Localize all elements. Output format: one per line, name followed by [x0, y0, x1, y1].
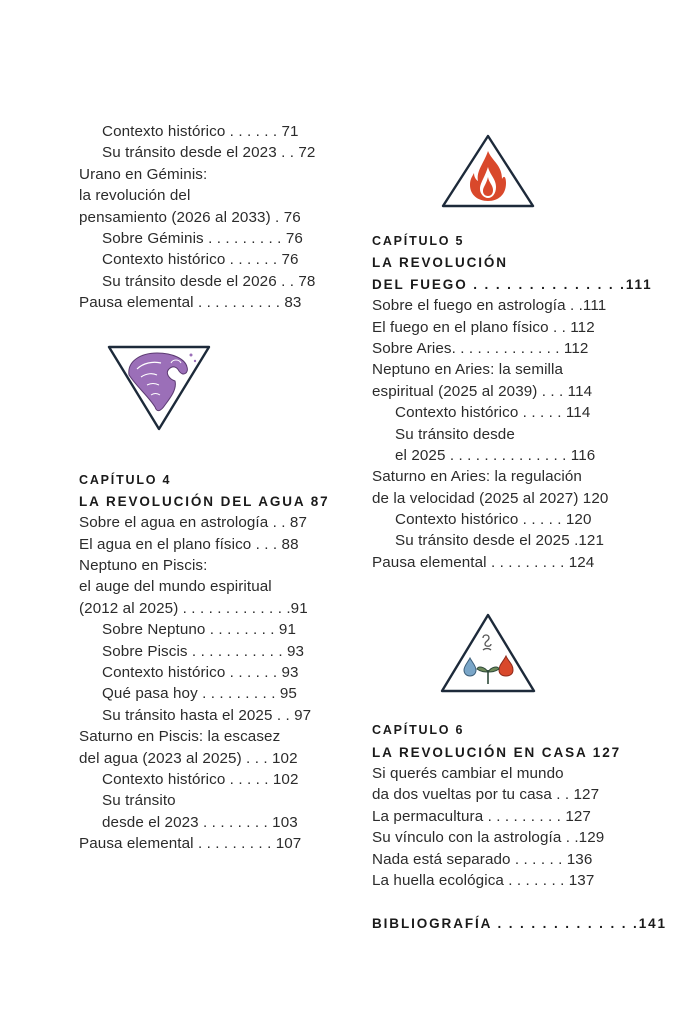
chapter5-title-line1[interactable]: LA REVOLUCIÓN	[372, 255, 508, 271]
toc-entry[interactable]: Sobre Piscis . . . . . . . . . . . 93	[102, 642, 305, 660]
toc-entry[interactable]: Contexto histórico . . . . . . 76	[102, 251, 299, 269]
toc-entry[interactable]: el 2025 . . . . . . . . . . . . . . 116	[395, 446, 596, 464]
toc-entry[interactable]: Sobre Aries. . . . . . . . . . . . . 112	[372, 339, 589, 357]
elements-sprout-triangle-icon	[439, 612, 537, 694]
toc-entry[interactable]: la revolución del	[79, 187, 191, 205]
toc-entry[interactable]: Pausa elemental . . . . . . . . . 107	[79, 835, 302, 853]
toc-entry[interactable]: Su tránsito desde el 2026 . . 78	[102, 272, 316, 290]
toc-entry[interactable]: Su tránsito desde el 2025 .121	[395, 532, 605, 550]
toc-entry[interactable]: del agua (2023 al 2025) . . . 102	[79, 749, 298, 767]
toc-entry[interactable]: Pausa elemental . . . . . . . . . 124	[372, 553, 595, 571]
toc-entry[interactable]: La huella ecológica . . . . . . . 137	[372, 871, 595, 889]
chapter5-title-line2[interactable]: DEL FUEGO . . . . . . . . . . . . . .111	[372, 276, 653, 292]
toc-entry[interactable]: el auge del mundo espiritual	[79, 578, 272, 596]
chapter5-icon-container	[372, 127, 604, 215]
toc-entry[interactable]: Su vínculo con la astrología . .129	[372, 829, 605, 847]
water-wave-triangle-icon	[107, 345, 211, 431]
toc-entry[interactable]: Contexto histórico . . . . . 120	[395, 511, 592, 529]
chapter6-icon-container	[372, 601, 604, 705]
toc-entry[interactable]: Su tránsito desde	[395, 425, 515, 443]
toc-entry[interactable]: desde el 2023 . . . . . . . . 103	[102, 813, 298, 831]
toc-entry[interactable]: La permacultura . . . . . . . . . 127	[372, 807, 591, 825]
toc-entry[interactable]: Sobre el agua en astrología . . 87	[79, 514, 307, 532]
toc-entry[interactable]: Contexto histórico . . . . . 102	[102, 770, 299, 788]
toc-entry[interactable]: El agua en el plano físico . . . 88	[79, 535, 299, 553]
toc-entry[interactable]: da dos vueltas por tu casa . . 127	[372, 786, 600, 804]
toc-entry[interactable]: Urano en Géminis:	[79, 165, 208, 183]
toc-left-column	[79, 121, 330, 855]
spacer	[79, 446, 321, 470]
toc-entry[interactable]: Saturno en Aries: la regulación	[372, 468, 582, 486]
fire-triangle-icon	[440, 133, 536, 209]
toc-entry[interactable]: (2012 al 2025) . . . . . . . . . . . . .91	[79, 599, 308, 617]
spacer	[372, 891, 614, 913]
chapter6-title[interactable]: LA REVOLUCIÓN EN CASA 127	[372, 744, 622, 760]
toc-entry[interactable]: de la velocidad (2025 al 2027) 120	[372, 489, 609, 507]
toc-entry[interactable]: Su tránsito hasta el 2025 . . 97	[102, 706, 312, 724]
toc-entry[interactable]: Su tránsito desde el 2023 . . 72	[102, 144, 316, 162]
chapter4-icon-container	[79, 330, 239, 446]
toc-entry[interactable]: Contexto histórico . . . . . . 71	[102, 123, 299, 140]
toc-entry[interactable]: Si querés cambiar el mundo	[372, 765, 564, 783]
spacer	[372, 705, 614, 720]
toc-entry[interactable]: Sobre Neptuno . . . . . . . . 91	[102, 621, 296, 639]
toc-entry[interactable]: Neptuno en Piscis:	[79, 557, 208, 575]
toc-right-column	[372, 121, 667, 935]
toc-entry[interactable]: Sobre el fuego en astrología . .111	[372, 297, 607, 315]
bibliography-entry[interactable]: BIBLIOGRAFÍA . . . . . . . . . . . . .141	[372, 916, 667, 932]
chapter4-title[interactable]: LA REVOLUCIÓN DEL AGUA 87	[79, 493, 330, 509]
chapter6-label: CAPÍTULO 6	[372, 723, 465, 738]
chapter4-label: CAPÍTULO 4	[79, 472, 172, 487]
toc-entry[interactable]: Qué pasa hoy . . . . . . . . . 95	[102, 685, 297, 703]
spacer	[372, 215, 614, 231]
toc-entry[interactable]: Su tránsito	[102, 792, 176, 810]
toc-entry[interactable]: espiritual (2025 al 2039) . . . 114	[372, 382, 593, 400]
toc-entry[interactable]: Neptuno en Aries: la semilla	[372, 361, 564, 379]
toc-entry[interactable]: Contexto histórico . . . . . 114	[395, 404, 591, 422]
toc-entry[interactable]: Contexto histórico . . . . . . 93	[102, 664, 299, 682]
toc-entry[interactable]: Saturno en Piscis: la escasez	[79, 728, 281, 746]
toc-entry[interactable]: Pausa elemental . . . . . . . . . . 83	[79, 294, 302, 312]
toc-entry[interactable]: Sobre Géminis . . . . . . . . . 76	[102, 229, 303, 247]
chapter5-label: CAPÍTULO 5	[372, 234, 465, 248]
toc-entry[interactable]: Nada está separado . . . . . . 136	[372, 850, 593, 868]
toc-entry[interactable]: El fuego en el plano físico . . 112	[372, 318, 595, 336]
toc-entry[interactable]: pensamiento (2026 al 2033) . 76	[79, 208, 301, 226]
